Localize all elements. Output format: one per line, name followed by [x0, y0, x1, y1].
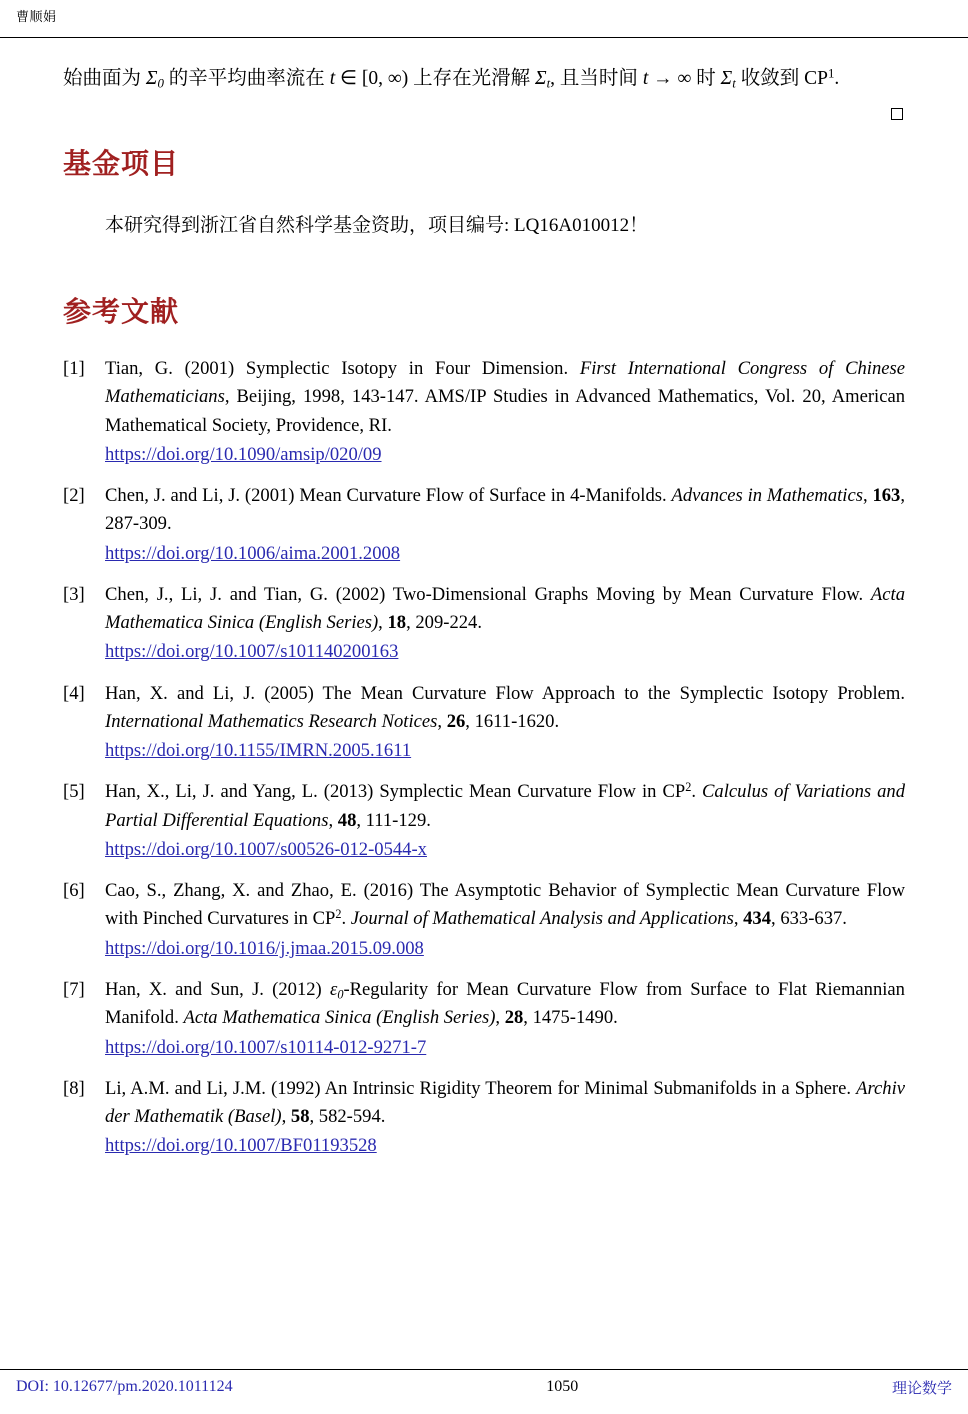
- reference-fragment: Archiv der Mathematik (Basel): [105, 1077, 905, 1127]
- reference-fragment: First International Congress of Chinese Mathematicians: [105, 358, 906, 408]
- reference-fragment: -Regularity for Mean Curvature Flow from Surface to Flat Riemannian Manifold.: [105, 979, 905, 1029]
- reference-item: [63, 1075, 905, 1161]
- reference-fragment: Tian, G. (2001) Symplectic Isotopy in Four Dimension.: [105, 358, 580, 379]
- reference-fragment: 58: [290, 1106, 310, 1127]
- sigma-t-sub: t: [546, 76, 551, 91]
- reference-number: [3]: [63, 583, 85, 605]
- reference-text: [105, 976, 905, 1062]
- reference-fragment: Chen, J., Li, J. and Tian, G. (2002) Two-Dimensional Graphs Moving by Mean Curvature Flow.: [105, 583, 871, 605]
- reference-fragment: Acta Mathematica Sinica (English Series): [183, 1007, 496, 1029]
- reference-item: [63, 581, 905, 667]
- tail-period: .: [834, 68, 840, 89]
- reference-text: [105, 1075, 905, 1161]
- reference-fragment: Han, X., Li, J. and Yang, L. (2013) Symplectic Mean Curvature Flow in CP: [105, 781, 686, 803]
- reference-item: [63, 680, 905, 766]
- reference-superscript: 2: [335, 907, 342, 922]
- sigma-zero-sub: 0: [157, 76, 164, 91]
- reference-list: [63, 355, 905, 1174]
- reference-fragment: Journal of Mathematical Analysis and Applications: [350, 908, 734, 930]
- reference-text: [105, 778, 905, 864]
- reference-fragment: ,: [378, 612, 388, 633]
- reference-fragment: .: [341, 908, 351, 930]
- reference-number: [6]: [63, 880, 85, 902]
- reference-text: [105, 581, 905, 667]
- reference-fragment: 48: [337, 809, 357, 831]
- reference-text: [105, 877, 905, 963]
- reference-number: [8]: [63, 1077, 85, 1099]
- reference-fragment: , 111-129.: [356, 809, 431, 831]
- reference-superscript: 2: [685, 780, 692, 795]
- funding-heading: 基金项目: [63, 147, 180, 180]
- footer-rule: [0, 1369, 968, 1370]
- reference-fragment: , Beijing, 1998, 143-147. AMS/IP Studies in Advanced Mathematics, Vol. 20, American Mathematical Society, Providence, RI.: [105, 386, 905, 436]
- tail-mid1: 的辛平均曲率流在: [163, 68, 330, 89]
- reference-fragment: Cao, S., Zhang, X. and Zhao, E. (2016) The Asymptotic Behavior of Symplectic Mean Curvature Flow with Pinched Curvatures in CP: [105, 880, 905, 930]
- reference-fragment: ,: [862, 485, 873, 506]
- reference-doi-link[interactable]: https://doi.org/10.1007/s00526-012-0544-x: [105, 838, 427, 860]
- reference-doi-link[interactable]: https://doi.org/10.1007/BF01193528: [105, 1135, 377, 1157]
- reference-fragment: ,: [733, 908, 744, 930]
- running-head: [0, 0, 968, 40]
- reference-doi-link[interactable]: https://doi.org/10.1007/s101140200163: [105, 641, 399, 663]
- reference-item: [63, 355, 905, 469]
- reference-fragment: ε: [329, 979, 338, 1000]
- reference-fragment: ,: [328, 809, 338, 831]
- reference-doi-link[interactable]: https://doi.org/10.1090/amsip/020/09: [105, 443, 382, 465]
- reference-text: [105, 680, 905, 766]
- header-rule: [0, 37, 968, 38]
- time-var-1: t: [329, 68, 336, 89]
- reference-fragment: Advances in Mathematics: [671, 485, 863, 506]
- sigma-t-2: Σ: [720, 68, 733, 89]
- reference-fragment: ,: [281, 1106, 291, 1127]
- reference-fragment: Chen, J. and Li, J. (2001) Mean Curvature Flow of Surface in 4-Manifolds.: [105, 485, 672, 506]
- sigma-t: Σ: [535, 68, 547, 89]
- reference-fragment: 28: [504, 1007, 524, 1029]
- reference-fragment: , 1475-1490.: [523, 1007, 618, 1029]
- reference-doi-link[interactable]: https://doi.org/10.1016/j.jmaa.2015.09.008: [105, 937, 424, 959]
- sigma-zero: Σ: [145, 68, 158, 89]
- sigma-t-2-sub: t: [732, 76, 736, 91]
- reference-number: [7]: [63, 979, 85, 1000]
- reference-doi-link[interactable]: https://doi.org/10.1155/IMRN.2005.1611: [105, 740, 412, 761]
- reference-fragment: , 209-224.: [406, 612, 482, 633]
- reference-fragment: , 633-637.: [771, 908, 847, 930]
- footer-journal: 理论数学: [891, 1378, 952, 1397]
- tail-mid5: 收敛到 CP: [735, 68, 828, 89]
- time-var-2: t: [642, 68, 649, 89]
- reference-fragment: 18: [387, 612, 407, 633]
- reference-doi-link[interactable]: https://doi.org/10.1006/aima.2001.2008: [105, 542, 401, 564]
- page-footer: [0, 1372, 968, 1402]
- reference-fragment: 26: [446, 710, 466, 732]
- reference-fragment: , 1611-1620.: [465, 710, 560, 732]
- reference-number: [1]: [63, 358, 85, 379]
- reference-text: [105, 482, 905, 568]
- reference-item: [63, 482, 905, 568]
- reference-number: [2]: [63, 485, 85, 506]
- reference-item: [63, 778, 905, 864]
- funding-text: 本研究得到浙江省自然科学基金资助，项目编号: LQ16A010012！: [105, 215, 649, 236]
- reference-doi-link[interactable]: https://doi.org/10.1007/s10114-012-9271-7: [105, 1036, 427, 1058]
- reference-fragment: Li, A.M. and Li, J.M. (1992) An Intrinsic Rigidity Theorem for Minimal Submanifolds in a Sphere.: [105, 1077, 857, 1099]
- reference-fragment: 163: [872, 485, 901, 506]
- tail-prefix: 始曲面为: [63, 68, 146, 89]
- tail-arrow: → ∞: [648, 68, 697, 89]
- theorem-tail-text: [63, 64, 905, 95]
- reference-item: [63, 976, 905, 1062]
- reference-number: [4]: [63, 682, 85, 704]
- tail-interval: ∈ [0, ∞): [335, 68, 414, 89]
- reference-fragment: , 287-309.: [105, 485, 905, 535]
- running-head-author: 曹顺娟: [16, 10, 57, 25]
- tail-mid3: , 且当时间: [550, 68, 643, 89]
- theorem-continuation: [63, 56, 905, 125]
- tail-mid2: 上存在光滑解: [413, 68, 535, 89]
- reference-fragment: Han, X. and Li, J. (2005) The Mean Curvature Flow Approach to the Symplectic Isotopy Problem.: [105, 682, 905, 704]
- reference-text: [105, 355, 905, 469]
- reference-fragment: .: [691, 781, 703, 803]
- reference-fragment: Acta Mathematica Sinica (English Series): [105, 583, 905, 633]
- reference-fragment: ,: [495, 1007, 505, 1029]
- cp-exponent: 1: [827, 66, 835, 81]
- reference-item: [63, 877, 905, 963]
- qed-line: [63, 107, 905, 125]
- tail-mid4: 时: [696, 68, 721, 89]
- reference-number: [5]: [63, 781, 85, 803]
- reference-fragment: International Mathematics Research Notices: [105, 710, 438, 732]
- qed-box-icon: [891, 108, 903, 120]
- reference-fragment: Calculus of Variations and Partial Differential Equations: [105, 781, 906, 831]
- reference-fragment: Han, X. and Sun, J. (2012): [105, 979, 330, 1000]
- reference-subscript: 0: [337, 987, 344, 1002]
- reference-fragment: ,: [437, 710, 447, 732]
- footer-page-number: 1050: [546, 1378, 579, 1395]
- references-heading: 参考文献: [63, 295, 180, 328]
- reference-fragment: 434: [743, 908, 772, 930]
- reference-fragment: , 582-594.: [309, 1106, 386, 1127]
- footer-doi[interactable]: DOI: 10.12677/pm.2020.1011124: [16, 1378, 233, 1395]
